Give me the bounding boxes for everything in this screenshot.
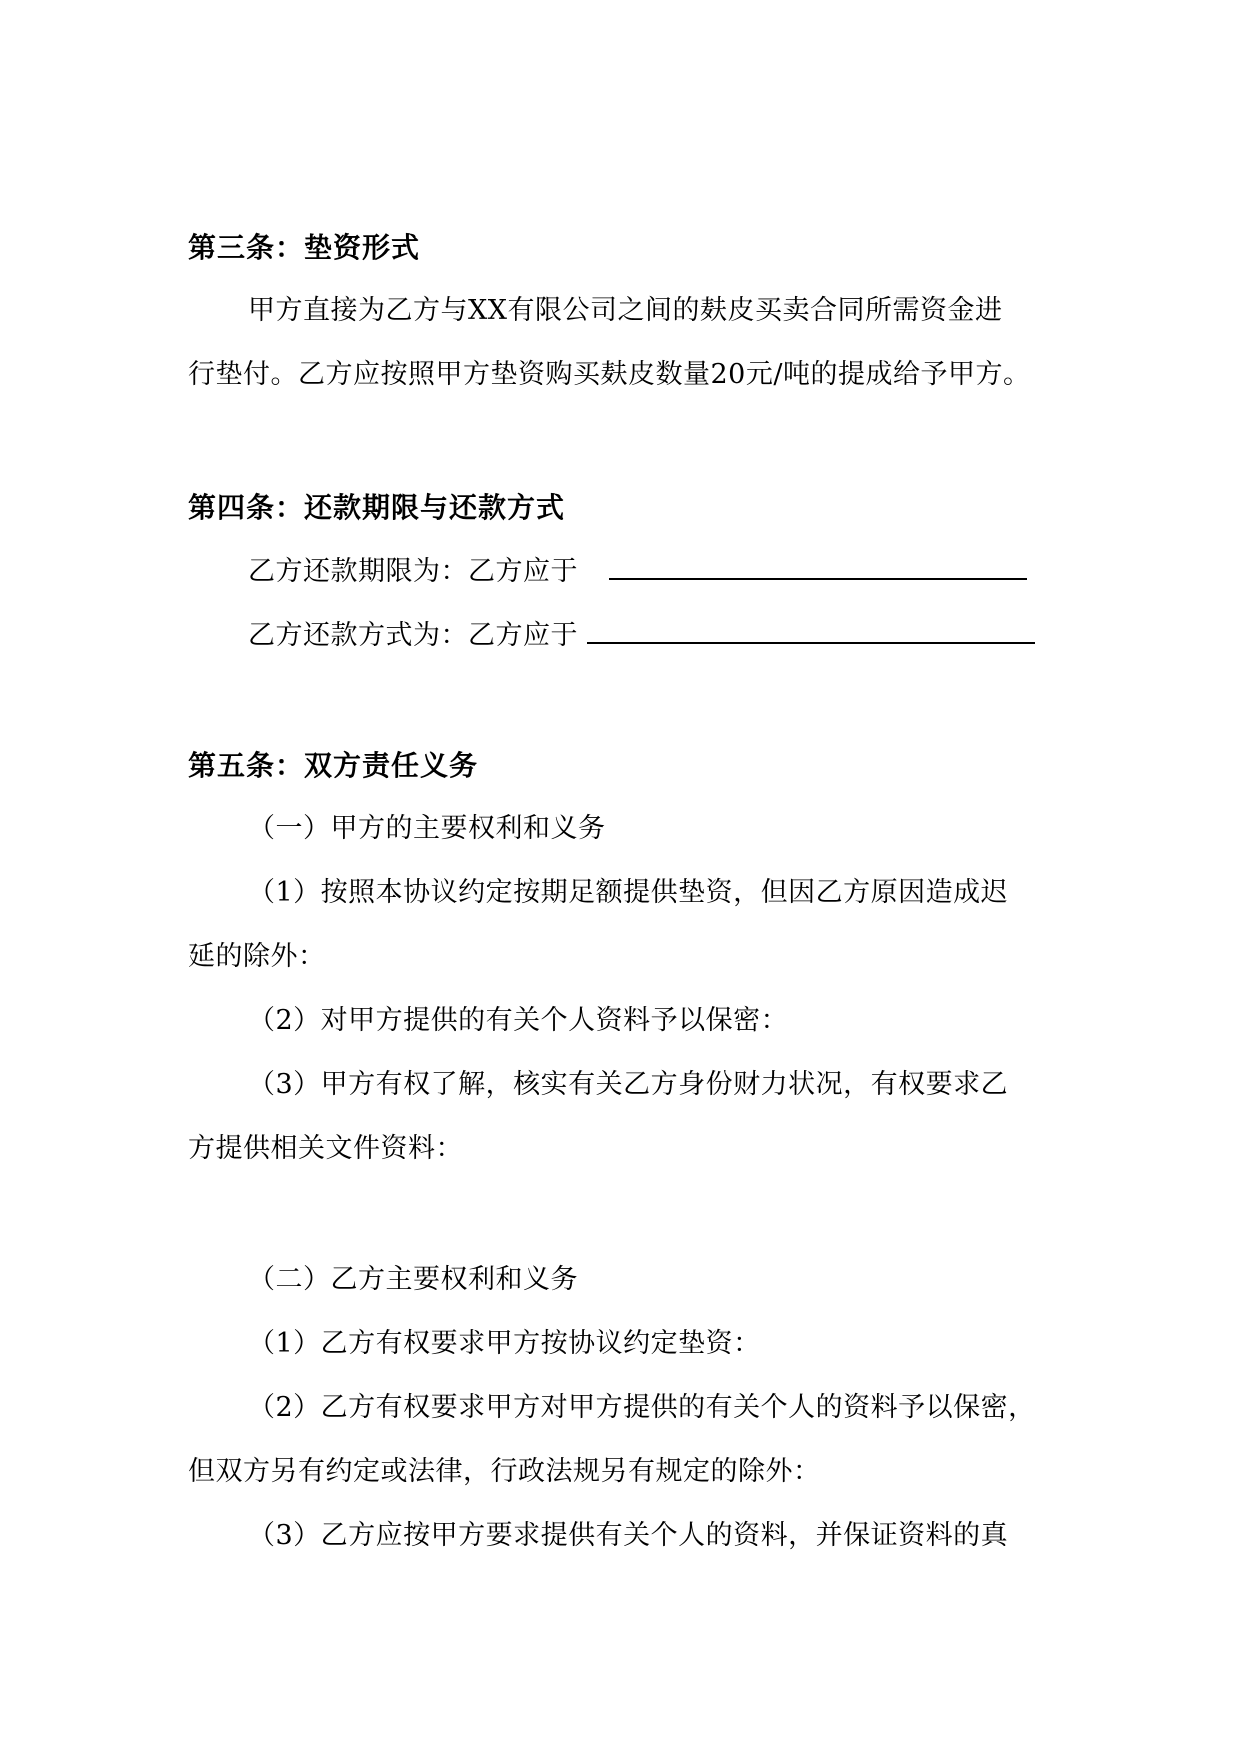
party-b-item3-line1: （3）乙方应按甲方要求提供有关个人的资料，并保证资料的真 <box>248 1520 1009 1551</box>
party-a-title: （一）甲方的主要权利和义务 <box>248 813 606 844</box>
repayment-method-blank[interactable] <box>587 616 1035 644</box>
party-b-item2-line1: （2）乙方有权要求甲方对甲方提供的有关个人的资料予以保密， <box>248 1392 1036 1423</box>
party-a-item3-line1: （3）甲方有权了解，核实有关乙方身份财力状况，有权要求乙 <box>248 1069 1009 1100</box>
party-a-item1-line1: （1）按照本协议约定按期足额提供垫资，但因乙方原因造成迟 <box>248 877 1009 908</box>
article5-heading: 第五条：双方责任义务 <box>188 749 479 782</box>
repayment-term-row <box>248 552 1027 592</box>
party-a-item3-line2: 方提供相关文件资料： <box>188 1133 463 1164</box>
repayment-term-label: 乙方还款期限为：乙方应于 <box>248 556 578 587</box>
party-b-item2-line2: 但双方另有约定或法律，行政法规另有规定的除外： <box>188 1456 821 1487</box>
article3-heading: 第三条：垫资形式 <box>188 231 421 264</box>
article4-heading: 第四条：还款期限与还款方式 <box>188 491 566 524</box>
party-b-title: （二）乙方主要权利和义务 <box>248 1264 578 1295</box>
article3-paragraph-line1: 甲方直接为乙方与XX有限公司之间的麸皮买卖合同所需资金进 <box>248 295 1003 326</box>
article3-paragraph-line2: 行垫付。乙方应按照甲方垫资购买麸皮数量20元/吨的提成给予甲方。 <box>188 359 1031 390</box>
repayment-term-blank[interactable] <box>609 552 1027 580</box>
repayment-method-row <box>248 616 1035 656</box>
party-b-item1: （1）乙方有权要求甲方按协议约定垫资： <box>248 1328 761 1359</box>
party-a-item2: （2）对甲方提供的有关个人资料予以保密： <box>248 1005 789 1036</box>
repayment-method-label: 乙方还款方式为：乙方应于 <box>248 620 578 651</box>
party-a-item1-line2: 延的除外： <box>188 941 326 972</box>
